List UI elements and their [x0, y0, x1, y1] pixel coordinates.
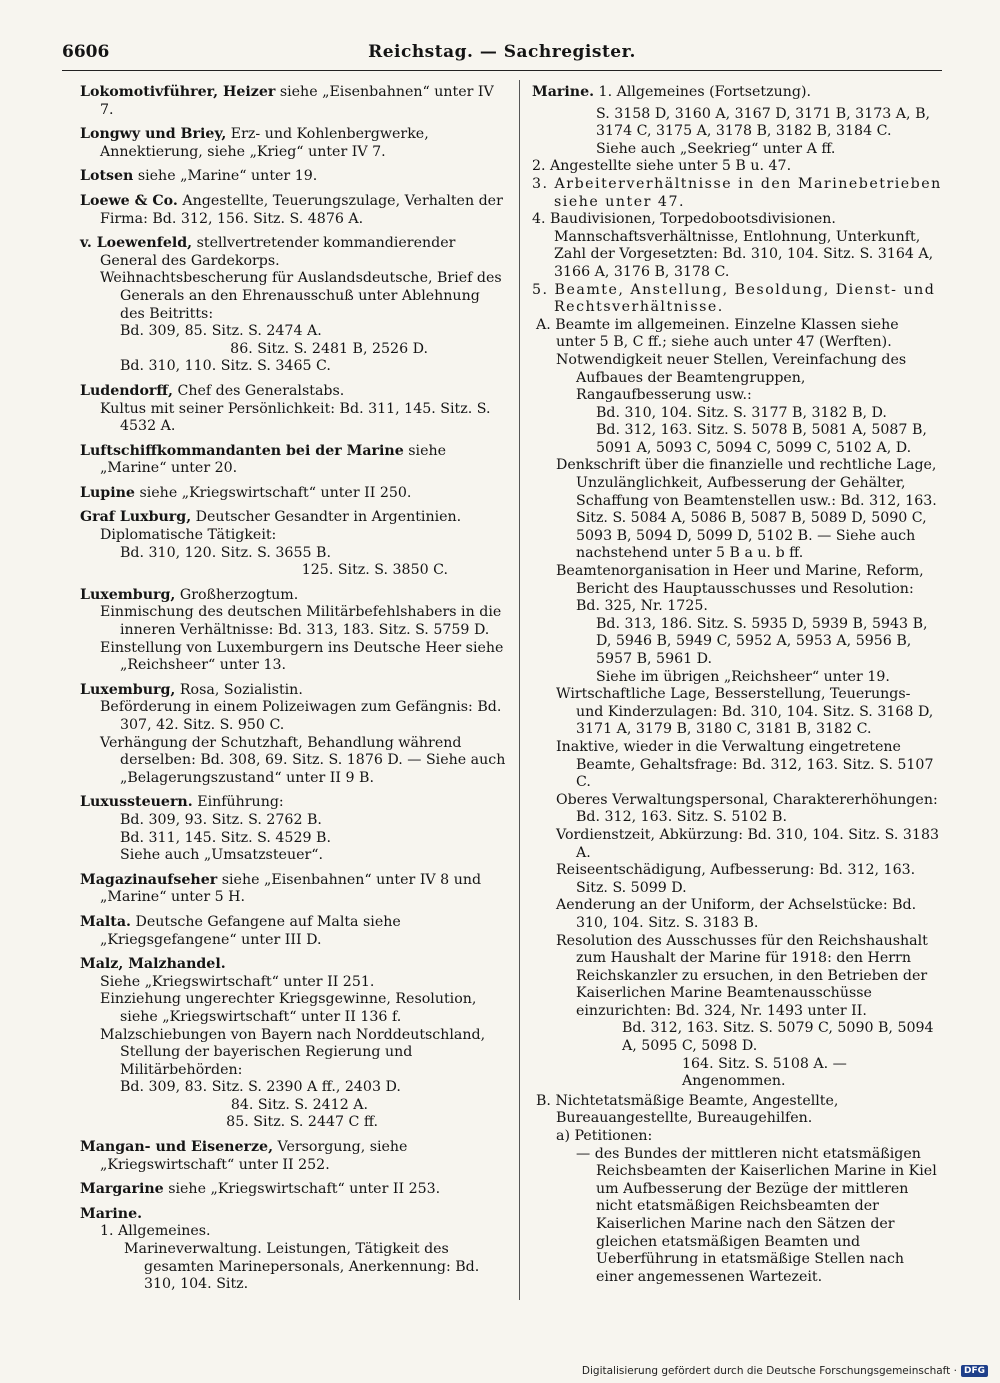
entry-text: siehe „Eisenbahnen“ unter IV 7.: [100, 84, 494, 118]
entry-subtext: Notwendigkeit neuer Stellen, Vereinfachung des Aufbaues der Beamtengruppen, Rangaufbesserung usw.:: [556, 351, 907, 404]
entry-subtext: a) Petitionen:: [556, 1128, 653, 1145]
entry-subtext: Siehe auch „Seekrieg“ unter A ff.: [596, 140, 836, 157]
entry-reference: Bd. 312, 163. Sitz. S. 5078 B, 5081 A, 5087 B, 5091 A, 5093 C, 5094 C, 5099 C, 5102 A, D.: [596, 422, 927, 456]
entry-subtext: Beamtenorganisation in Heer und Marine, Reform, Bericht des Hauptausschusses und Resolution: Bd. 325, Nr. 1725.: [556, 563, 924, 615]
entry-subtext: — des Bundes der mittleren nicht etatsmäßigen Reichsbeamten der Kaiserlichen Marine in Kiel um Aufbesserung der Bezüge der mittleren nicht etatsmäßigen Reichsbeamten der Kaiserlichen Marine nach den Sätzen der gleichen etatsmäßigen Beamten und Ueberführung in etatsmäßige Stellen nach einer angemessenen Wartezeit.: [576, 1145, 937, 1285]
index-entry: [80, 193, 508, 228]
entry-reference: Bd. 309, 85. Sitz. S. 2474 A.: [120, 323, 322, 340]
entry-subtext: Aenderung an der Uniform, der Achselstücke: Bd. 310, 104. Sitz. S. 3183 B.: [556, 897, 917, 931]
entry-headword: Malz, Malzhandel.: [80, 956, 226, 973]
entry-subtext: Siehe „Kriegswirtschaft“ unter II 251.: [100, 973, 375, 990]
entry-subtext: Einmischung des deutschen Militärbefehlshabers in die inneren Verhältnisse: Bd. 313, 183. Sitz. S. 5759 D.: [100, 604, 502, 639]
entry-subtext: 5. Beamte, Anstellung, Besoldung, Dienst- und Rechtsverhältnisse.: [532, 281, 936, 316]
running-title: Reichstag. — Sachregister.: [368, 42, 636, 62]
entry-headword: Lokomotivführer, Heizer: [80, 84, 276, 100]
entry-text: Chef des Generalstabs.: [173, 382, 345, 399]
entry-subtext: 1. Allgemeines.: [100, 1223, 211, 1240]
entry-subtext: Marineverwaltung. Leistungen, Tätigkeit des gesamten Marinepersonals, Anerkennung: Bd. 310, 104. Sitz.: [124, 1241, 480, 1293]
entry-text: stellvertretender kommandierender General des Gardekorps.: [100, 235, 456, 269]
entry-subtext: Inaktive, wieder in die Verwaltung eingetretene Beamte, Gehaltsfrage: Bd. 312, 163. Sitz. S. 5107 C.: [556, 738, 934, 791]
entry-subtext: Verhängung der Schutzhaft, Behandlung während derselben: Bd. 308, 69. Sitz. S. 1876 D. — Siehe auch „Belagerungszustand“ unter II 9 B.: [100, 734, 506, 786]
entry-reference: Bd. 310, 110. Sitz. S. 3465 C.: [120, 358, 331, 375]
entry-text: Angestellte, Teuerungszulage, Verhalten der Firma: Bd. 312, 156. Sitz. S. 4876 A.: [100, 192, 503, 227]
entry-reference: Bd. 310, 120. Sitz. S. 3655 B.: [120, 544, 331, 561]
entry-reference: Siehe auch „Umsatzsteuer“.: [120, 847, 324, 864]
entry-text: siehe „Kriegswirtschaft“ unter II 250.: [134, 484, 412, 501]
footer-text: Digitalisierung gefördert durch die Deutsche Forschungsgemeinschaft ·: [581, 1365, 957, 1377]
index-entry: [80, 84, 508, 119]
index-entry: [80, 682, 508, 788]
entry-subtext: Vordienstzeit, Abkürzung: Bd. 310, 104. Sitz. S. 3183 A.: [556, 826, 940, 861]
entry-headword: Magazinaufseher: [80, 871, 218, 888]
index-entry: [80, 235, 508, 376]
entry-headword: Luftschiffkommandanten bei der Marine: [80, 442, 404, 459]
entry-subtext: Beförderung in einem Polizeiwagen zum Gefängnis: Bd. 307, 42. Sitz. S. 950 C.: [100, 699, 502, 733]
index-entry: [80, 1181, 508, 1199]
dfg-logo-icon: DFG: [961, 1365, 988, 1377]
entry-subtext: 4. Baudivisionen, Torpedobootsdivisionen. Mannschaftsverhältnisse, Entlohnung, Unterkunft, Zahl der Vorgesetzten: Bd. 310, 104. Sitz. S. 3164 A, 3166 A, 3176 B, 3178 C.: [532, 211, 934, 280]
entry-subtext: Einziehung ungerechter Kriegsgewinne, Resolution, siehe „Kriegswirtschaft“ unter II 136 f.: [100, 991, 477, 1025]
entry-reference: 84. Sitz. S. 2412 A.: [230, 1096, 368, 1113]
entry-text: Erz- und Kohlenbergwerke, Annektierung, siehe „Krieg“ unter IV 7.: [100, 126, 429, 160]
entry-subtext: Weihnachtsbescherung für Auslandsdeutsche, Brief des Generals an den Ehrenausschuß unter Ablehnung des Beitritts:: [100, 270, 502, 322]
entry-subtext: Einstellung von Luxemburgern ins Deutsche Heer siehe „Reichsheer“ unter 13.: [100, 639, 504, 674]
entry-reference: 164. Sitz. S. 5108 A. — Angenommen.: [682, 1055, 847, 1090]
entry-subtext: Resolution des Ausschusses für den Reichshaushalt zum Haushalt der Marine für 1918: den Herrn Reichskanzler zu ersuchen, in den Betrieben der Kaiserlichen Marine Beamtenausschüsse einzurichten: Bd. 324, Nr. 1493 unter II.: [556, 932, 928, 1019]
entry-text: Einführung:: [192, 794, 284, 811]
left-column: [80, 84, 508, 1301]
entry-reference: Bd. 309, 93. Sitz. S. 2762 B.: [120, 811, 322, 828]
entry-reference: 85. Sitz. S. 2447 C ff.: [226, 1114, 378, 1131]
index-entry: [80, 168, 508, 186]
entry-subtext: 3. Arbeiterverhältnisse in den Marinebetrieben siehe unter 47.: [532, 175, 942, 210]
entry-text: siehe „Marine“ unter 19.: [133, 168, 318, 185]
entry-reference: Bd. 311, 145. Sitz. S. 4529 B.: [120, 829, 331, 846]
entry-text: siehe „Marine“ unter 20.: [100, 442, 447, 477]
entry-headword: Marine.: [80, 1205, 143, 1222]
entry-headword: Malta.: [80, 913, 131, 930]
digitization-credit: [582, 1363, 988, 1379]
entry-subtext: B. Nichtetatsmäßige Beamte, Angestellte, Bureauangestellte, Bureaugehilfen.: [536, 1092, 839, 1127]
entry-headword: Luxussteuern.: [80, 794, 193, 811]
entry-headword: Loewe & Co.: [80, 192, 178, 209]
column-divider: [519, 80, 520, 1300]
entry-text: Versorgung, siehe „Kriegswirtschaft“ unter II 252.: [100, 1139, 408, 1173]
index-entry: [80, 872, 508, 907]
index-entry: [80, 1206, 508, 1294]
entry-headword: Margarine: [80, 1181, 164, 1198]
entry-text: 1. Allgemeines (Fortsetzung).: [594, 84, 811, 100]
index-entry: [80, 443, 508, 478]
right-column: [532, 84, 942, 1286]
page-header: [62, 42, 942, 71]
entry-subtext: A. Beamte im allgemeinen. Einzelne Klassen siehe unter 5 B, C ff.; siehe auch unter 47 (Werften).: [536, 316, 899, 351]
entry-headword: Luxemburg,: [80, 586, 176, 603]
index-entry: [80, 956, 508, 1132]
index-entry: [80, 587, 508, 675]
entry-reference: S. 3158 D, 3160 A, 3167 D, 3171 B, 3173 A, B, 3174 C, 3175 A, 3178 B, 3182 B, 3184 C.: [596, 105, 931, 140]
entry-text: siehe „Kriegswirtschaft“ unter II 253.: [163, 1181, 441, 1198]
entry-subtext: Kultus mit seiner Persönlichkeit: Bd. 311, 145. Sitz. S. 4532 A.: [100, 400, 491, 435]
index-entry: [80, 126, 508, 161]
entry-reference: Bd. 313, 186. Sitz. S. 5935 D, 5939 B, 5943 B, D, 5946 B, 5949 C, 5952 A, 5953 A, 5956 B, 5957 B, 5961 D.: [596, 615, 928, 667]
entry-headword: v. Loewenfeld,: [80, 235, 193, 252]
entry-subtext: Denkschrift über die finanzielle und rechtliche Lage, Unzulänglichkeit, Aufbesserung der Gehälter, Schaffung von Beamtenstellen usw.: Bd. 312, 163. Sitz. S. 5084 A, 5086 B, 5087 B, 5089 D, 5090 C, 5093 B, 5094 D, 5099 D, 5102 B. — Siehe auch nachstehend unter 5 B a u. b ff.: [556, 457, 937, 562]
entry-text: siehe „Eisenbahnen“ unter IV 8 und „Marine“ unter 5 H.: [100, 871, 482, 906]
entry-headword: Mangan- und Eisenerze,: [80, 1139, 274, 1156]
entry-subtext: Siehe im übrigen „Reichsheer“ unter 19.: [596, 668, 890, 685]
entry-subtext: Oberes Verwaltungspersonal, Charaktererhöhungen: Bd. 312, 163. Sitz. S. 5102 B.: [556, 791, 938, 826]
index-entry: [80, 794, 508, 864]
index-entry: [80, 383, 508, 436]
entry-headword: Luxemburg,: [80, 681, 176, 698]
entry-subtext: Reiseentschädigung, Aufbesserung: Bd. 312, 163. Sitz. S. 5099 D.: [556, 862, 916, 896]
entry-headword: Graf Luxburg,: [80, 509, 192, 526]
entry-reference: 86. Sitz. S. 2481 B, 2526 D.: [230, 340, 428, 357]
entry-text: Großherzogtum.: [175, 586, 299, 603]
entry-text: Rosa, Sozialistin.: [175, 681, 303, 698]
entry-reference: Bd. 312, 163. Sitz. S. 5079 C, 5090 B, 5094 A, 5095 C, 5098 D.: [622, 1020, 934, 1055]
entry-subtext: 2. Angestellte siehe unter 5 B u. 47.: [532, 158, 792, 175]
entry-reference: 125. Sitz. S. 3850 C.: [301, 562, 448, 579]
entry-headword: Lupine: [80, 484, 135, 501]
entry-headword: Marine.: [532, 84, 595, 100]
entry-text: Deutsche Gefangene auf Malta siehe „Kriegsgefangene“ unter III D.: [100, 913, 401, 948]
entry-headword: Ludendorff,: [80, 382, 173, 399]
entry-subtext: Malzschiebungen von Bayern nach Norddeutschland, Stellung der bayerischen Regierung und Militärbehörden:: [100, 1026, 486, 1078]
entry-reference: Bd. 309, 83. Sitz. S. 2390 A ff., 2403 D.: [120, 1079, 401, 1096]
index-entry: [80, 1139, 508, 1174]
page-number: 6606: [62, 42, 110, 62]
entry-subtext: Wirtschaftliche Lage, Besserstellung, Teuerungs- und Kinderzulagen: Bd. 310, 104. Sitz. S. 3168 D, 3171 A, 3179 B, 3180 C, 3181 B, 3182 C.: [556, 686, 934, 738]
entry-text: Deutscher Gesandter in Argentinien. Diplomatische Tätigkeit:: [100, 509, 462, 544]
entry-headword: Longwy und Briey,: [80, 126, 227, 143]
index-entry: [80, 509, 508, 579]
entry-headword: Lotsen: [80, 168, 134, 185]
index-entry: [80, 914, 508, 949]
index-entry: [80, 485, 508, 503]
entry-reference: Bd. 310, 104. Sitz. S. 3177 B, 3182 B, D.: [596, 404, 887, 421]
